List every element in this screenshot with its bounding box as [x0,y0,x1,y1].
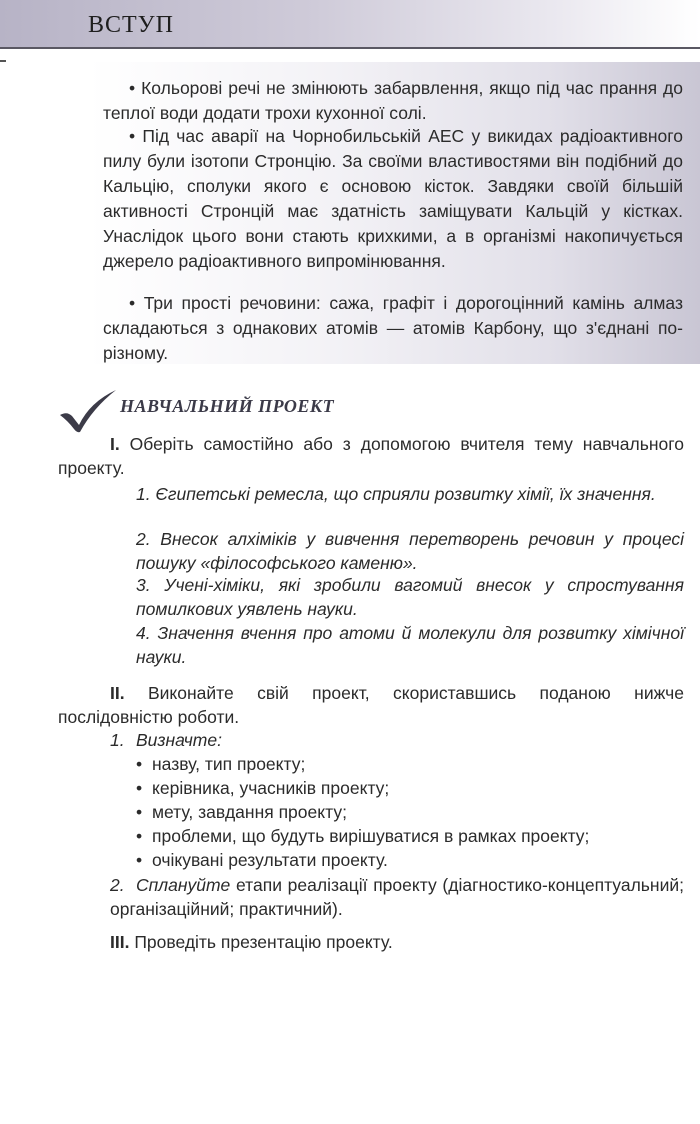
part-1-numeral: I. [110,434,120,454]
part-1-paragraph [58,432,684,480]
part-2-numeral: II. [110,683,125,703]
step-1-number: 1. [110,730,125,750]
topic-item: 2. Внесок алхіміків у вивчення перетворень речовин у процесі пошуку «філософського каменю». [136,529,684,573]
topic-item: 1. Єгипетські ремесла, що сприяли розвитку хімії, їх значення. [136,484,656,504]
step-1-lead: Визначте: [136,730,222,750]
list-item: • назву, тип проекту; [136,754,306,774]
checkmark-icon [58,388,118,434]
part-3-paragraph [58,930,684,954]
section-title: ВСТУП [88,12,174,38]
part-2-text: Виконайте свій проект, скориставшись поданою нижче послідовністю роботи. [58,683,684,727]
part-3-numeral: III. [110,932,130,952]
list-item: • проблеми, що будуть вирішуватися в рамках проекту; [136,826,590,846]
step-2 [110,873,684,921]
topic-item: 3. Учені-хіміки, які зробили вагомий внесок у спростування помилкових уявлень науки. [136,575,684,619]
part-3-text: Проведіть презентацію проекту. [134,932,393,952]
list-item: • керівника, учасників проекту; [136,778,390,798]
header-divider [0,47,700,49]
project-heading [58,388,458,436]
list-item: • очікувані результати проекту. [136,850,388,870]
fact-paragraph: • Три прості речовини: сажа, графіт і дорогоцінний камінь алмаз складаються з однакових атомів — атомів Карбону, що з'єднані по-різному. [103,293,683,363]
fact-paragraph: • Кольорові речі не змінюють забарвлення, якщо під час прання до теплої води додати трохи кухонної солі. [103,78,683,123]
topic-item: 4. Значення вчення про атоми й молекули для розвитку хімічної науки. [136,623,684,667]
margin-tick [0,60,6,62]
section-header [0,0,700,48]
step-2-number: 2. [110,875,125,895]
part-1-text: Оберіть самостійно або з допомогою вчителя тему навчального проекту. [58,434,684,478]
part-2-paragraph [58,681,684,729]
step-2-lead: Сплануйте [136,875,231,895]
project-title: НАВЧАЛЬНИЙ ПРОЕКТ [120,396,335,416]
step-1 [110,728,684,752]
step-2-text: етапи реалізації проекту (діагностико-концептуальний; організаційний; практичний). [110,875,684,919]
list-item: • мету, завдання проекту; [136,802,347,822]
fact-paragraph: • Під час аварії на Чорнобильській АЕС у викидах радіоактивного пилу були ізотопи Стронцію. За своїми властивостями він подібний до Кальцію, сполуки якого є основою кісток. Завдяки своїй більшій активності Стронцій має здатність заміщувати Кальцій у кістках. Унаслідок цього вони стають крихкими, а в організмі накопичується джерело радіоактивного випромінювання. [103,126,683,271]
